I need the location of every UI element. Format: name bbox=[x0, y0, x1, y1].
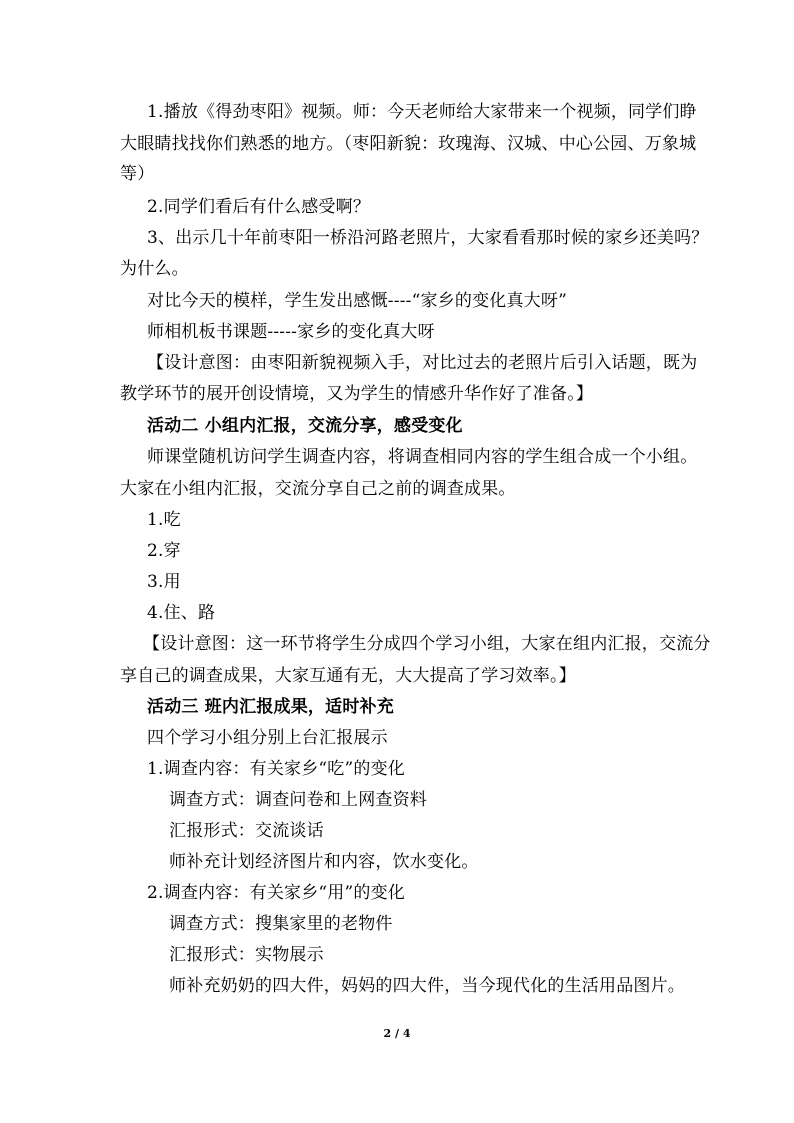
paragraph-line: 对比今天的模样，学生发出感慨----“家乡的变化真大呀” bbox=[147, 291, 567, 311]
paragraph-line: 大家在小组内汇报，交流分享自己之前的调查成果。 bbox=[120, 479, 516, 499]
section-heading: 活动二 小组内汇报，交流分享，感受变化 bbox=[147, 416, 463, 436]
section-heading: 活动三 班内汇报成果，适时补充 bbox=[147, 697, 394, 717]
report-title: 1.调查内容：有关家乡“吃”的变化 bbox=[147, 759, 406, 779]
design-intent-line: 享自己的调查成果，大家互通有无，大大提高了学习效率。】 bbox=[120, 666, 576, 686]
design-intent-line: 【设计意图：由枣阳新貌视频入手，对比过去的老照片后引入话题，既为 bbox=[147, 353, 698, 373]
paragraph-line: 为什么。 bbox=[120, 259, 189, 279]
paragraph-line: 1.播放《得劲枣阳》视频。师：今天老师给大家带来一个视频，同学们睁 bbox=[147, 102, 697, 122]
list-item: 1.吃 bbox=[147, 510, 181, 530]
list-item: 4.住、路 bbox=[147, 603, 216, 623]
paragraph-line: 师课堂随机访问学生调查内容，将调查相同内容的学生组合成一个小组。 bbox=[147, 447, 698, 467]
list-item: 3.用 bbox=[147, 572, 181, 592]
paragraph-line: 2.同学们看后有什么感受啊？ bbox=[147, 197, 371, 217]
report-method: 调查方式：搜集家里的老物件 bbox=[169, 914, 393, 934]
paragraph-line: 师相机板书课题-----家乡的变化真大呀 bbox=[147, 322, 435, 342]
report-extra: 师补充计划经济图片和内容，饮水变化。 bbox=[169, 852, 479, 872]
paragraph-line: 大眼睛找找你们熟悉的地方。（枣阳新貌：玫瑰海、汉城、中心公园、万象城 bbox=[120, 134, 697, 154]
report-form: 汇报形式：实物展示 bbox=[169, 945, 324, 965]
design-intent-line: 【设计意图：这一环节将学生分成四个学习小组，大家在组内汇报，交流分 bbox=[143, 634, 711, 654]
report-form: 汇报形式：交流谈话 bbox=[169, 821, 324, 841]
paragraph-line: 等） bbox=[120, 164, 155, 184]
list-item: 2.穿 bbox=[147, 541, 181, 561]
paragraph-line: 四个学习小组分别上台汇报展示 bbox=[147, 728, 388, 748]
design-intent-line: 教学环节的展开创设情境，又为学生的情感升华作好了准备。】 bbox=[120, 384, 594, 404]
page-number: 2 / 4 bbox=[383, 1027, 411, 1040]
report-method: 调查方式：调查问卷和上网查资料 bbox=[169, 790, 427, 810]
report-extra: 师补充奶奶的四大件，妈妈的四大件，当今现代化的生活用品图片。 bbox=[169, 976, 685, 996]
report-title: 2.调查内容：有关家乡“用”的变化 bbox=[147, 883, 406, 903]
paragraph-line: 3、出示几十年前枣阳一桥沿河路老照片，大家看看那时候的家乡还美吗？ bbox=[147, 228, 709, 248]
